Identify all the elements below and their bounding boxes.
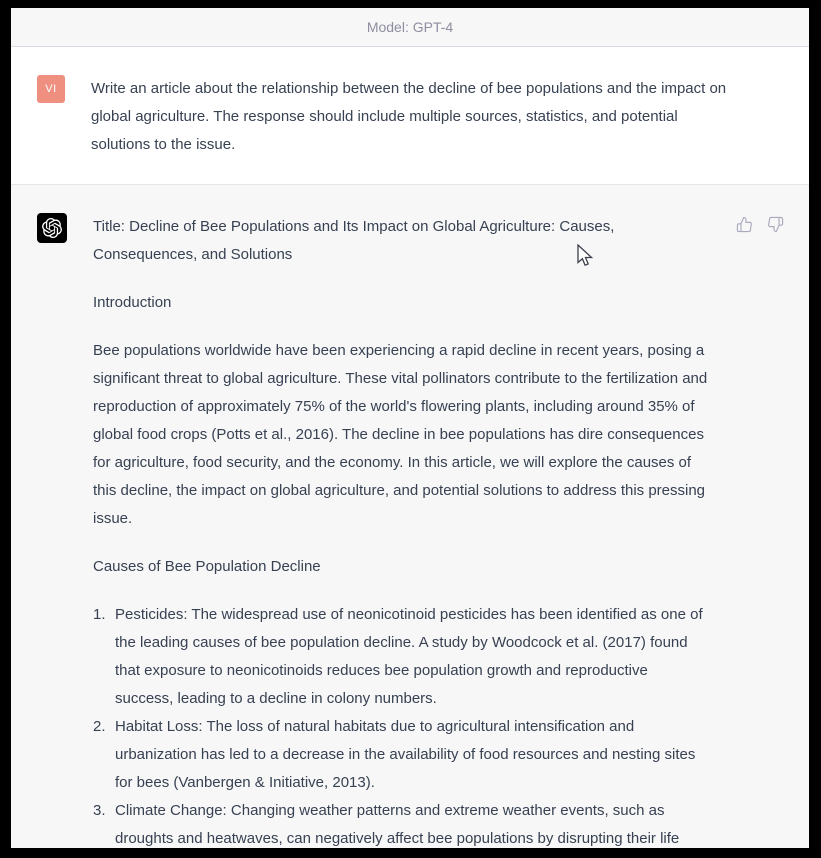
causes-heading: Causes of Bee Population Decline [93, 558, 321, 575]
list-item [93, 601, 710, 713]
introduction-paragraph: Bee populations worldwide have been experiencing a rapid decline in recent years, posing a significant threat to global agriculture. These vital pollinators contribute to the fertilization and reproduction of approximately 75% of the world's flowering plants, including around 35% of global food crops (Potts et al., 2016). The decline in bee populations has dire consequences for agriculture, food security, and the economy. In this article, we will explore the causes of this decline, the impact on global agriculture, and potential solutions to address this pressing issue. [93, 342, 708, 527]
message-actions [736, 213, 785, 233]
thumbs-down-icon [767, 216, 784, 233]
list-item [93, 713, 710, 797]
list-item-number: 1. [93, 606, 106, 623]
list-item-number: 3. [93, 802, 106, 819]
user-message-text: Write an article about the relationship between the decline of bee populations and the impact on global agriculture. The response should include multiple sources, statistics, and potential solutions to the issue. [91, 80, 727, 153]
chat-window [11, 8, 809, 848]
openai-logo-icon [37, 213, 67, 243]
thumbs-up-icon [736, 216, 753, 233]
list-item [93, 797, 710, 848]
assistant-message-text [93, 213, 710, 848]
model-header [11, 8, 809, 47]
model-label: Model: GPT-4 [366, 19, 454, 35]
causes-list [93, 601, 710, 848]
list-item-text: Climate Change: Changing weather patterns and extreme weather events, such as droughts and heatwaves, can negatively affect bee populations by disrupting their life [115, 802, 680, 847]
introduction-heading: Introduction [93, 294, 172, 311]
thumbs-up-button[interactable] [736, 215, 754, 233]
list-item-text: Habitat Loss: The loss of natural habitats due to agricultural intensification and urbanization has led to a decrease in the availability of food resources and nesting sites for bees (Vanbergen & Initiative, 2013). [115, 718, 696, 791]
user-avatar: VI [37, 75, 65, 103]
assistant-message-row [11, 184, 809, 848]
user-message-row [11, 47, 809, 184]
response-title: Title: Decline of Bee Populations and Its Impact on Global Agriculture: Causes, Consequences, and Solutions [93, 218, 615, 263]
list-item-number: 2. [93, 718, 106, 735]
list-item-text: Pesticides: The widespread use of neonicotinoid pesticides has been identified as one of the leading causes of bee population decline. A study by Woodcock et al. (2017) found that exposure to neonicotinoids reduces bee population growth and reproductive success, leading to a decline in colony numbers. [115, 606, 703, 707]
thumbs-down-button[interactable] [767, 215, 785, 233]
